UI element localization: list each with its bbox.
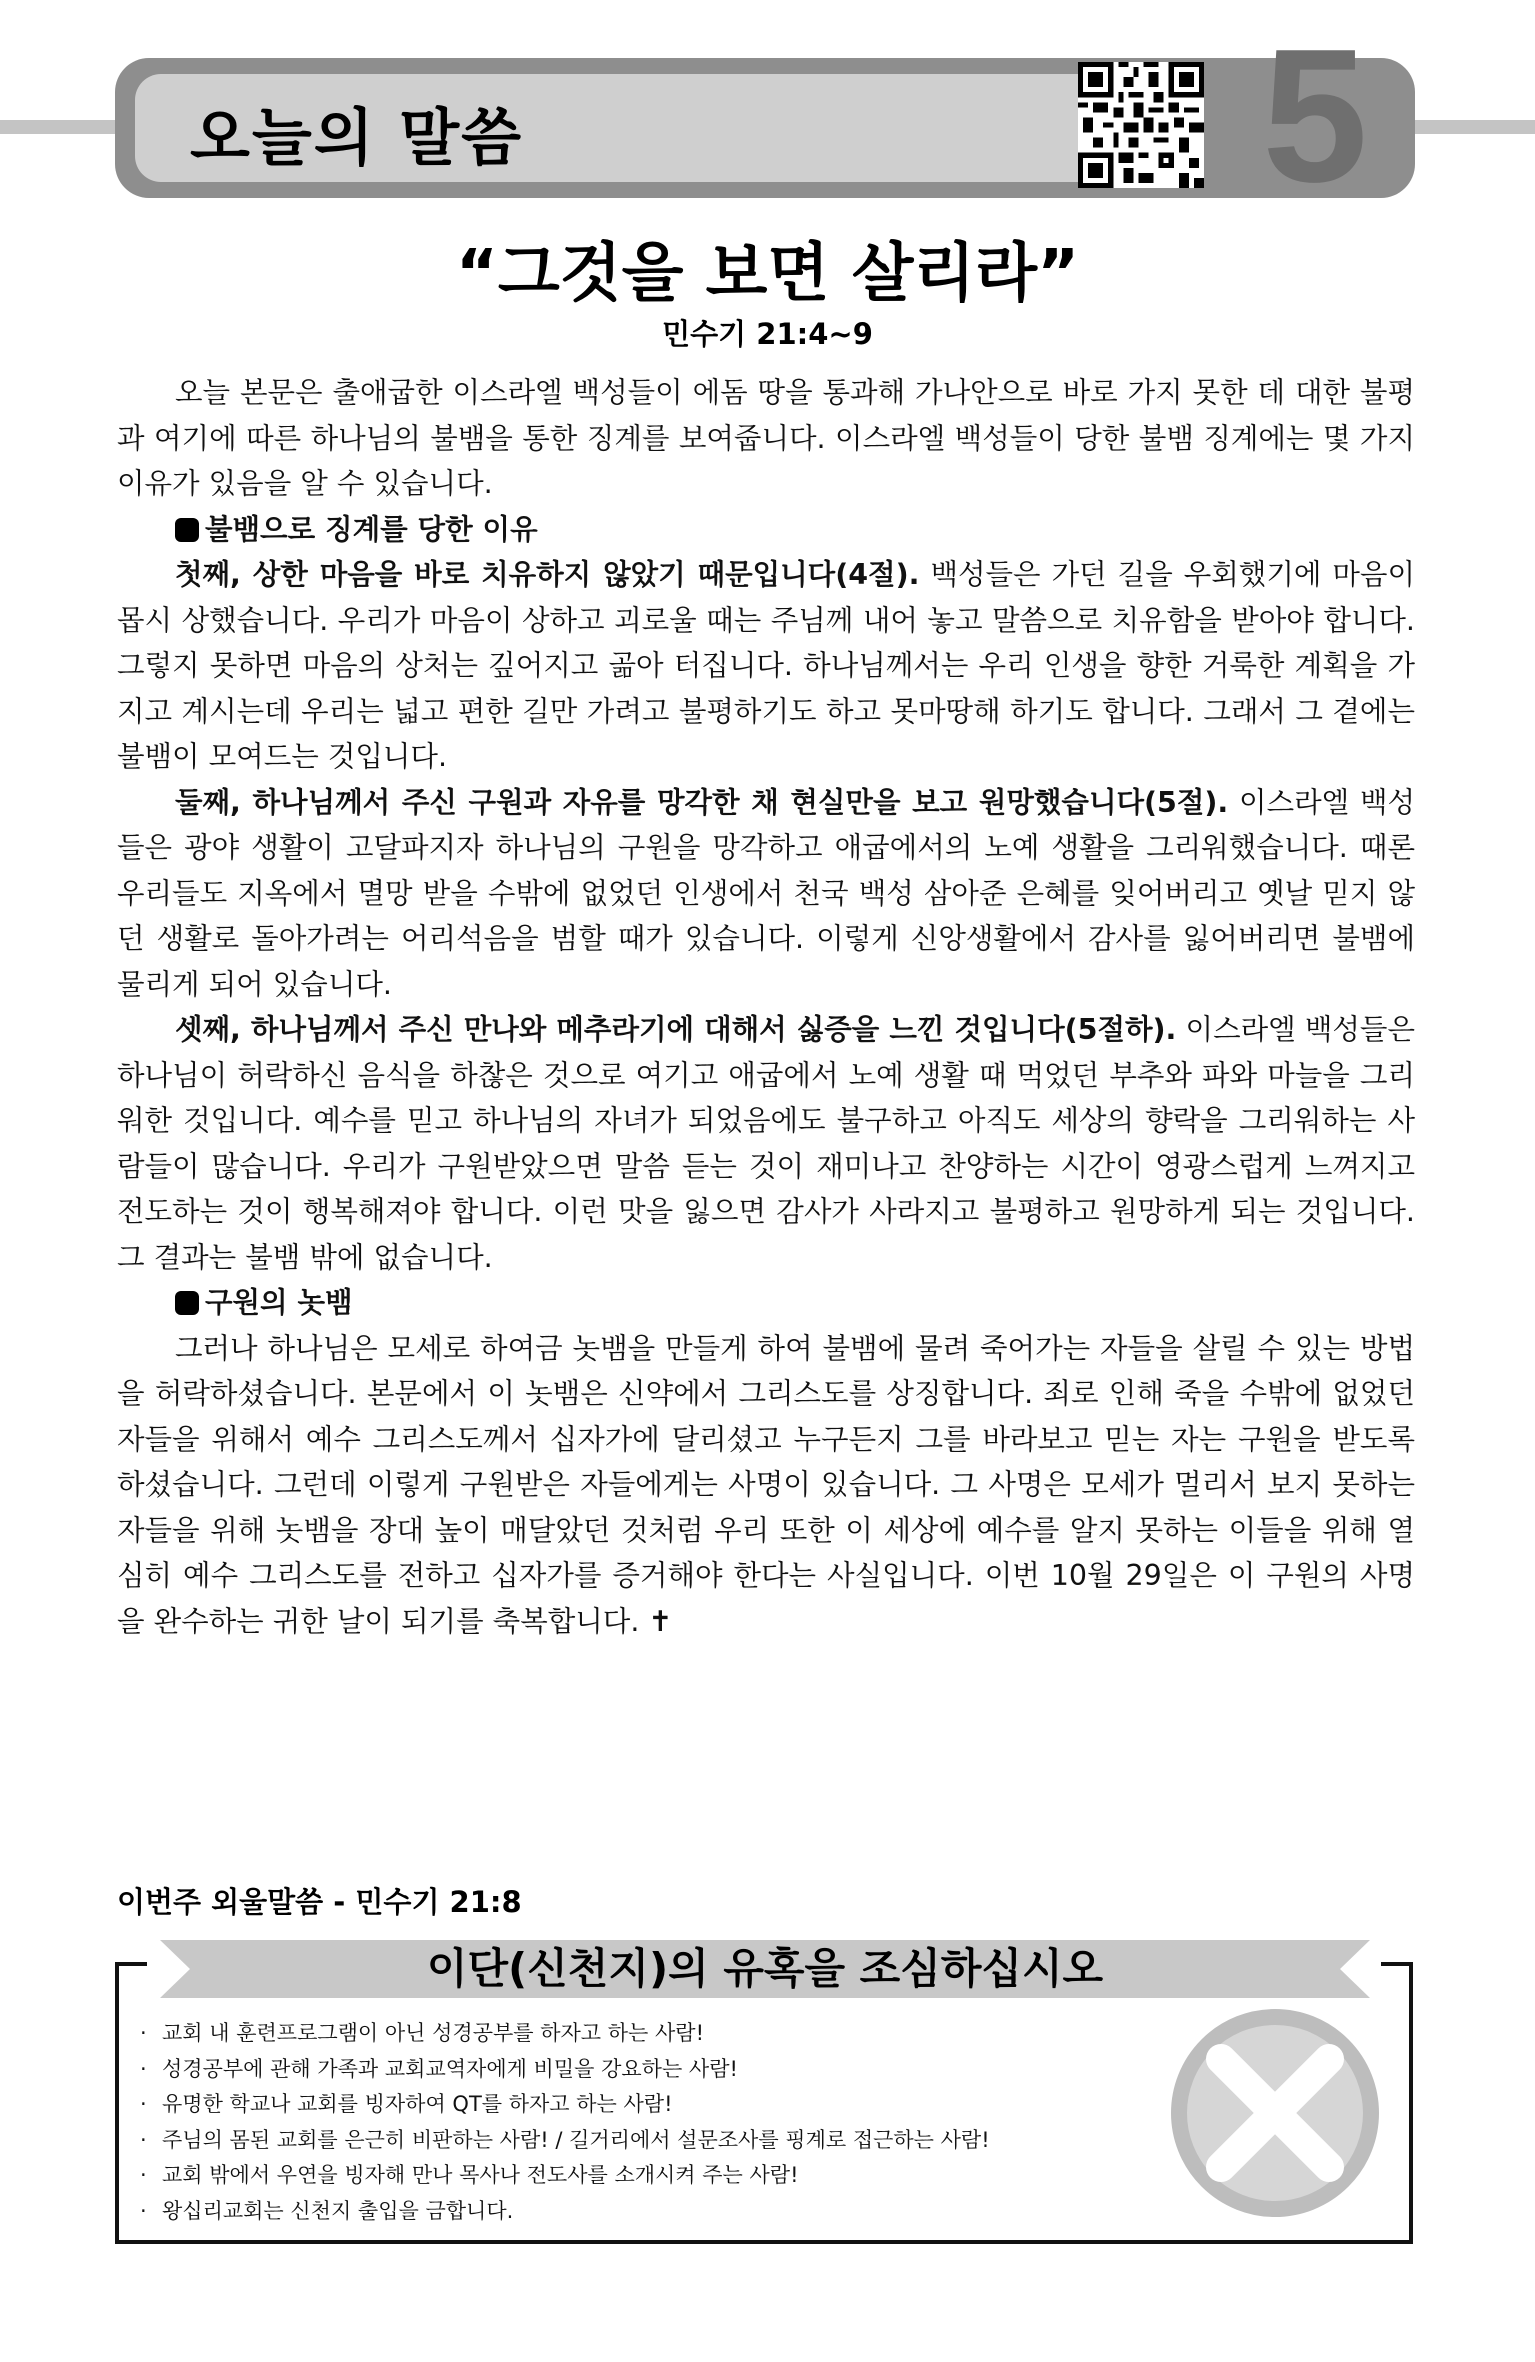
cross-icon: ✝: [648, 1604, 673, 1638]
point-lead: 첫째, 상한 마음을 바로 치유하지 않았기 때문입니다(4절).: [175, 558, 920, 591]
closing-paragraph: [117, 1326, 1415, 1645]
warning-item: · 유명한 학교나 교회를 빙자하여 QT를 하자고 하는 사람!: [140, 2087, 1140, 2123]
section-heading-label: 구원의 놋뱀: [205, 1286, 353, 1319]
warning-item: · 왕십리교회는 신천지 출입을 금합니다.: [140, 2194, 1140, 2230]
point-lead: 둘째, 하나님께서 주신 구원과 자유를 망각한 채 현실만을 보고 원망했습니다(5절).: [175, 785, 1229, 819]
warning-item: · 주님의 몸된 교회를 은근히 비판하는 사람! / 길거리에서 설문조사를 핑계로 접근하는 사람!: [140, 2123, 1140, 2159]
warning-title: 이단(신천지)의 유혹을 조심하십시오: [426, 1944, 1104, 1993]
point-text: 이스라엘 백성들은 광야 생활이 고달파지자 하나님의 구원을 망각하고 애굽에서의 노예 생활을 그리워했습니다. 때론 우리들도 지옥에서 멸망 받을 수밖에 없었던 인생에서 천국 백성 삼아준 은혜를 잊어버리고 옛날 믿지 않던 생활로 돌아가려는 어리석음을 범할 때가 있습니다. 이렇게 신앙생활에서 감사를 잃어버리면 불뱀에 물리게 되어 있습니다.: [117, 785, 1415, 1001]
square-bullet-icon: [175, 518, 199, 542]
memory-verse: 이번주 외울말씀 - 민수기 21:8: [117, 1885, 522, 1919]
qr-code-icon[interactable]: [1078, 62, 1204, 188]
sermon-title: “그것을 보면 살리라”: [455, 237, 1080, 311]
point-paragraph: [117, 1007, 1415, 1280]
point-lead: 셋째, 하나님께서 주신 만나와 메추라기에 대해서 싫증을 느낀 것입니다(5절하).: [175, 1013, 1177, 1046]
section-heading: [117, 507, 1415, 553]
warning-item: · 성경공부에 관해 가족과 교회교역자에게 비밀을 강요하는 사람!: [140, 2052, 1140, 2088]
page-number: 5: [1262, 10, 1368, 222]
square-bullet-icon: [175, 1291, 199, 1315]
section-heading: [117, 1280, 1415, 1326]
sermon-body: [117, 370, 1415, 1644]
point-paragraph: [117, 552, 1415, 780]
warning-box-corner: [115, 1962, 147, 1966]
point-text: 이스라엘 백성들은 하나님이 허락하신 음식을 하찮은 것으로 여기고 애굽에서 노예 생활 때 먹었던 부추와 파와 마늘을 그리워한 것입니다. 예수를 믿고 하나님의 자녀가 되었음에도 불구하고 아직도 세상의 향락을 그리워하는 사람들이 많습니다. 우리가 구원받았으면 말씀 듣는 것이 재미나고 찬양하는 시간이 영광스럽게 느껴지고 전도하는 것이 행복해져야 합니다. 이런 맛을 잃으면 감사가 사라지고 불평하고 원망하게 되는 것입니다. 그 결과는 불뱀 밖에 없습니다.: [117, 1013, 1415, 1274]
closing-text: 그러나 하나님은 모세로 하여금 놋뱀을 만들게 하여 불뱀에 물려 죽어가는 자들을 살릴 수 있는 방법을 허락하셨습니다. 본문에서 이 놋뱀은 신약에서 그리스도를 상징합니다. 죄로 인해 죽을 수밖에 없었던 자들을 위해서 예수 그리스도께서 십자가에 달리셨고 누구든지 그를 바라보고 믿는 자는 구원을 받도록 하셨습니다. 그런데 이렇게 구원받은 자들에게는 사명이 있습니다. 그 사명은 모세가 멀리서 보지 못하는 자들을 위해 놋뱀을 장대 높이 매달았던 것처럼 우리 또한 이 세상에 예수를 알지 못하는 이들을 위해 열심히 예수 그리스도를 전하고 십자가를 증거해야 한다는 사실입니다. 이번 10월 29일은 이 구원의 사명을 완수하는 귀한 날이 되기를 축복합니다.: [117, 1331, 1415, 1638]
point-paragraph: [117, 780, 1415, 1008]
warning-box-corner: [1381, 1962, 1413, 1966]
section-heading-label: 불뱀으로 징계를 당한 이유: [205, 512, 538, 546]
intro-paragraph: 오늘 본문은 출애굽한 이스라엘 백성들이 에돔 땅을 통과해 가나안으로 바로 가지 못한 데 대한 불평과 여기에 따른 하나님의 불뱀을 통한 징계를 보여줍니다. 이스라엘 백성들이 당한 불뱀 징계에는 몇 가지 이유가 있음을 알 수 있습니다.: [117, 376, 1415, 500]
warning-item: · 교회 밖에서 우연을 빙자해 만나 목사나 전도사를 소개시켜 주는 사람!: [140, 2158, 1140, 2194]
prohibited-x-icon: [1165, 2003, 1385, 2223]
point-text: 백성들은 가던 길을 우회했기에 마음이 몹시 상했습니다. 우리가 마음이 상하고 괴로울 때는 주님께 내어 놓고 말씀으로 치유함을 받아야 합니다. 그렇지 못하면 마음의 상처는 깊어지고 곪아 터집니다. 하나님께서는 우리 인생을 향한 거룩한 계획을 가지고 계시는데 우리는 넓고 편한 길만 가려고 불평하기도 하고 못마땅해 하기도 합니다. 그래서 그 곁에는 불뱀이 모여드는 것입니다.: [117, 558, 1415, 773]
warning-item: · 교회 내 훈련프로그램이 아닌 성경공부를 하자고 하는 사람!: [140, 2016, 1140, 2052]
scripture-reference: 민수기 21:4~9: [662, 317, 873, 351]
section-title: 오늘의 말씀: [190, 101, 524, 174]
warning-list: [140, 2016, 1140, 2229]
